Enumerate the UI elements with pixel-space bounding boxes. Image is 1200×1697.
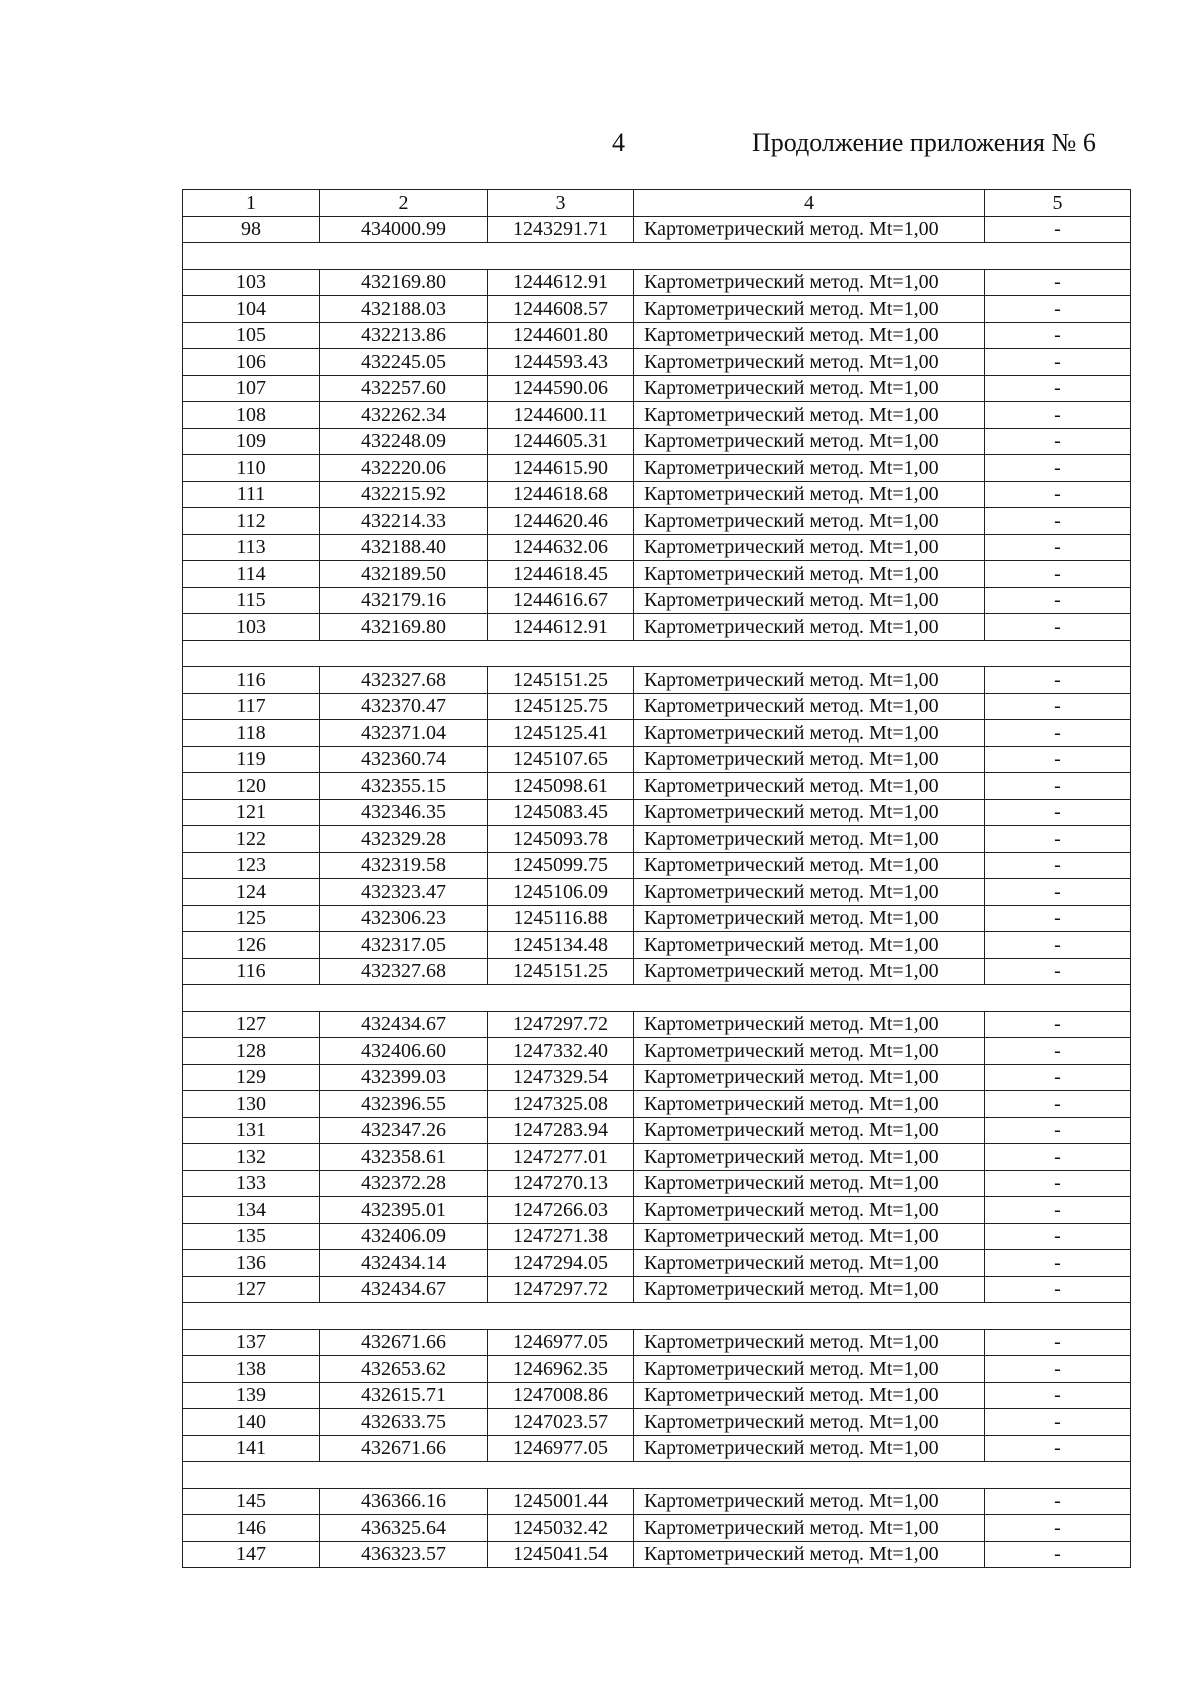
table-body	[183, 216, 1131, 1568]
method-cell: Картометрический метод. Mt=1,00	[634, 905, 985, 932]
y-coordinate-cell: 1243291.71	[488, 216, 634, 243]
point-number-cell: 115	[183, 587, 320, 614]
point-number-cell: 114	[183, 561, 320, 588]
table-row	[183, 1064, 1131, 1091]
column-5-cell: -	[985, 1250, 1131, 1277]
method-cell: Картометрический метод. Mt=1,00	[634, 667, 985, 694]
method-cell: Картометрический метод. Mt=1,00	[634, 1541, 985, 1568]
y-coordinate-cell: 1247332.40	[488, 1038, 634, 1065]
y-coordinate-cell: 1244601.80	[488, 322, 634, 349]
point-number-cell: 111	[183, 481, 320, 508]
method-cell: Картометрический метод. Mt=1,00	[634, 296, 985, 323]
table-row	[183, 799, 1131, 826]
point-number-cell: 110	[183, 455, 320, 482]
method-cell: Картометрический метод. Mt=1,00	[634, 720, 985, 747]
column-5-cell: -	[985, 826, 1131, 853]
header-row	[183, 190, 1131, 217]
method-cell: Картометрический метод. Mt=1,00	[634, 1356, 985, 1383]
column-5-cell: -	[985, 402, 1131, 429]
point-number-cell: 147	[183, 1541, 320, 1568]
point-number-cell: 145	[183, 1488, 320, 1515]
point-number-cell: 104	[183, 296, 320, 323]
table-header	[183, 190, 1131, 217]
x-coordinate-cell: 432371.04	[320, 720, 488, 747]
y-coordinate-cell: 1247329.54	[488, 1064, 634, 1091]
table-row	[183, 534, 1131, 561]
y-coordinate-cell: 1244608.57	[488, 296, 634, 323]
point-number-cell: 103	[183, 269, 320, 296]
column-header: 5	[985, 190, 1131, 217]
point-number-cell: 127	[183, 1011, 320, 1038]
table-row	[183, 905, 1131, 932]
column-5-cell: -	[985, 958, 1131, 985]
y-coordinate-cell: 1245107.65	[488, 746, 634, 773]
column-5-cell: -	[985, 1356, 1131, 1383]
x-coordinate-cell: 432169.80	[320, 614, 488, 641]
point-number-cell: 103	[183, 614, 320, 641]
point-number-cell: 128	[183, 1038, 320, 1065]
point-number-cell: 122	[183, 826, 320, 853]
x-coordinate-cell: 432434.14	[320, 1250, 488, 1277]
table-row	[183, 1117, 1131, 1144]
column-header: 3	[488, 190, 634, 217]
column-5-cell: -	[985, 852, 1131, 879]
table-row	[183, 1488, 1131, 1515]
point-number-cell: 116	[183, 667, 320, 694]
y-coordinate-cell: 1245098.61	[488, 773, 634, 800]
x-coordinate-cell: 432215.92	[320, 481, 488, 508]
x-coordinate-cell: 432370.47	[320, 693, 488, 720]
table-row	[183, 216, 1131, 243]
method-cell: Картометрический метод. Mt=1,00	[634, 693, 985, 720]
column-5-cell: -	[985, 746, 1131, 773]
separator-cell	[183, 985, 1131, 1012]
table-row	[183, 932, 1131, 959]
point-number-cell: 125	[183, 905, 320, 932]
table-row	[183, 269, 1131, 296]
point-number-cell: 118	[183, 720, 320, 747]
table-row	[183, 1409, 1131, 1436]
column-header: 4	[634, 190, 985, 217]
point-number-cell: 135	[183, 1223, 320, 1250]
x-coordinate-cell: 432406.60	[320, 1038, 488, 1065]
method-cell: Картометрический метод. Mt=1,00	[634, 1435, 985, 1462]
method-cell: Картометрический метод. Mt=1,00	[634, 1197, 985, 1224]
point-number-cell: 123	[183, 852, 320, 879]
y-coordinate-cell: 1247008.86	[488, 1382, 634, 1409]
column-5-cell: -	[985, 216, 1131, 243]
table-row	[183, 1223, 1131, 1250]
x-coordinate-cell: 436325.64	[320, 1515, 488, 1542]
separator-cell	[183, 1303, 1131, 1330]
y-coordinate-cell: 1247266.03	[488, 1197, 634, 1224]
x-coordinate-cell: 432245.05	[320, 349, 488, 376]
method-cell: Картометрический метод. Mt=1,00	[634, 932, 985, 959]
column-5-cell: -	[985, 932, 1131, 959]
group-separator-row	[183, 1303, 1131, 1330]
method-cell: Картометрический метод. Mt=1,00	[634, 1223, 985, 1250]
point-number-cell: 113	[183, 534, 320, 561]
point-number-cell: 109	[183, 428, 320, 455]
y-coordinate-cell: 1244590.06	[488, 375, 634, 402]
point-number-cell: 130	[183, 1091, 320, 1118]
y-coordinate-cell: 1245001.44	[488, 1488, 634, 1515]
column-5-cell: -	[985, 1197, 1131, 1224]
column-5-cell: -	[985, 508, 1131, 535]
x-coordinate-cell: 432329.28	[320, 826, 488, 853]
y-coordinate-cell: 1245041.54	[488, 1541, 634, 1568]
method-cell: Картометрический метод. Mt=1,00	[634, 614, 985, 641]
table-row	[183, 1038, 1131, 1065]
method-cell: Картометрический метод. Mt=1,00	[634, 1409, 985, 1436]
column-5-cell: -	[985, 720, 1131, 747]
method-cell: Картометрический метод. Mt=1,00	[634, 481, 985, 508]
column-header: 2	[320, 190, 488, 217]
point-number-cell: 132	[183, 1144, 320, 1171]
table-row	[183, 1541, 1131, 1568]
y-coordinate-cell: 1247283.94	[488, 1117, 634, 1144]
y-coordinate-cell: 1247294.05	[488, 1250, 634, 1277]
x-coordinate-cell: 432396.55	[320, 1091, 488, 1118]
table-row	[183, 826, 1131, 853]
method-cell: Картометрический метод. Mt=1,00	[634, 958, 985, 985]
coordinates-table	[182, 189, 1131, 1568]
y-coordinate-cell: 1247325.08	[488, 1091, 634, 1118]
column-5-cell: -	[985, 587, 1131, 614]
column-5-cell: -	[985, 1170, 1131, 1197]
column-5-cell: -	[985, 1329, 1131, 1356]
table-row	[183, 852, 1131, 879]
point-number-cell: 120	[183, 773, 320, 800]
method-cell: Картометрический метод. Mt=1,00	[634, 1170, 985, 1197]
x-coordinate-cell: 432327.68	[320, 667, 488, 694]
point-number-cell: 108	[183, 402, 320, 429]
table-row	[183, 561, 1131, 588]
table-row	[183, 349, 1131, 376]
y-coordinate-cell: 1244612.91	[488, 269, 634, 296]
point-number-cell: 141	[183, 1435, 320, 1462]
table-row	[183, 428, 1131, 455]
point-number-cell: 121	[183, 799, 320, 826]
x-coordinate-cell: 436323.57	[320, 1541, 488, 1568]
method-cell: Картометрический метод. Mt=1,00	[634, 1091, 985, 1118]
group-separator-row	[183, 640, 1131, 667]
y-coordinate-cell: 1245151.25	[488, 667, 634, 694]
x-coordinate-cell: 432188.03	[320, 296, 488, 323]
x-coordinate-cell: 432395.01	[320, 1197, 488, 1224]
table-row	[183, 1197, 1131, 1224]
method-cell: Картометрический метод. Mt=1,00	[634, 746, 985, 773]
method-cell: Картометрический метод. Mt=1,00	[634, 1011, 985, 1038]
table-row	[183, 402, 1131, 429]
x-coordinate-cell: 436366.16	[320, 1488, 488, 1515]
method-cell: Картометрический метод. Mt=1,00	[634, 826, 985, 853]
x-coordinate-cell: 432434.67	[320, 1276, 488, 1303]
x-coordinate-cell: 432406.09	[320, 1223, 488, 1250]
table-row	[183, 1276, 1131, 1303]
y-coordinate-cell: 1244605.31	[488, 428, 634, 455]
x-coordinate-cell: 432360.74	[320, 746, 488, 773]
separator-cell	[183, 243, 1131, 270]
x-coordinate-cell: 432327.68	[320, 958, 488, 985]
column-5-cell: -	[985, 455, 1131, 482]
method-cell: Картометрический метод. Mt=1,00	[634, 852, 985, 879]
column-5-cell: -	[985, 773, 1131, 800]
x-coordinate-cell: 432399.03	[320, 1064, 488, 1091]
table-row	[183, 322, 1131, 349]
y-coordinate-cell: 1246977.05	[488, 1435, 634, 1462]
y-coordinate-cell: 1246962.35	[488, 1356, 634, 1383]
table-row	[183, 720, 1131, 747]
table-row	[183, 1329, 1131, 1356]
point-number-cell: 134	[183, 1197, 320, 1224]
method-cell: Картометрический метод. Mt=1,00	[634, 455, 985, 482]
method-cell: Картометрический метод. Mt=1,00	[634, 879, 985, 906]
column-5-cell: -	[985, 879, 1131, 906]
point-number-cell: 124	[183, 879, 320, 906]
table-row	[183, 1091, 1131, 1118]
column-5-cell: -	[985, 375, 1131, 402]
point-number-cell: 136	[183, 1250, 320, 1277]
y-coordinate-cell: 1247270.13	[488, 1170, 634, 1197]
y-coordinate-cell: 1244618.45	[488, 561, 634, 588]
x-coordinate-cell: 432317.05	[320, 932, 488, 959]
y-coordinate-cell: 1245116.88	[488, 905, 634, 932]
table-row	[183, 1011, 1131, 1038]
table-row	[183, 958, 1131, 985]
column-header: 1	[183, 190, 320, 217]
column-5-cell: -	[985, 296, 1131, 323]
column-5-cell: -	[985, 1382, 1131, 1409]
column-5-cell: -	[985, 1435, 1131, 1462]
point-number-cell: 127	[183, 1276, 320, 1303]
method-cell: Картометрический метод. Mt=1,00	[634, 402, 985, 429]
x-coordinate-cell: 432214.33	[320, 508, 488, 535]
x-coordinate-cell: 432434.67	[320, 1011, 488, 1038]
column-5-cell: -	[985, 428, 1131, 455]
method-cell: Картометрический метод. Mt=1,00	[634, 1064, 985, 1091]
column-5-cell: -	[985, 1117, 1131, 1144]
method-cell: Картометрический метод. Mt=1,00	[634, 1329, 985, 1356]
column-5-cell: -	[985, 667, 1131, 694]
y-coordinate-cell: 1244593.43	[488, 349, 634, 376]
column-5-cell: -	[985, 614, 1131, 641]
method-cell: Картометрический метод. Mt=1,00	[634, 1250, 985, 1277]
y-coordinate-cell: 1244632.06	[488, 534, 634, 561]
column-5-cell: -	[985, 905, 1131, 932]
method-cell: Картометрический метод. Mt=1,00	[634, 1038, 985, 1065]
y-coordinate-cell: 1245151.25	[488, 958, 634, 985]
y-coordinate-cell: 1247023.57	[488, 1409, 634, 1436]
table-row	[183, 587, 1131, 614]
group-separator-row	[183, 1462, 1131, 1489]
y-coordinate-cell: 1247297.72	[488, 1276, 634, 1303]
table-row	[183, 667, 1131, 694]
table-row	[183, 1435, 1131, 1462]
table-row	[183, 1250, 1131, 1277]
y-coordinate-cell: 1245099.75	[488, 852, 634, 879]
method-cell: Картометрический метод. Mt=1,00	[634, 1276, 985, 1303]
x-coordinate-cell: 432653.62	[320, 1356, 488, 1383]
y-coordinate-cell: 1245093.78	[488, 826, 634, 853]
page-number: 4	[612, 128, 625, 157]
column-5-cell: -	[985, 481, 1131, 508]
method-cell: Картометрический метод. Mt=1,00	[634, 1488, 985, 1515]
table-row	[183, 773, 1131, 800]
column-5-cell: -	[985, 1144, 1131, 1171]
point-number-cell: 140	[183, 1409, 320, 1436]
y-coordinate-cell: 1245134.48	[488, 932, 634, 959]
point-number-cell: 131	[183, 1117, 320, 1144]
x-coordinate-cell: 432346.35	[320, 799, 488, 826]
y-coordinate-cell: 1245125.41	[488, 720, 634, 747]
x-coordinate-cell: 432615.71	[320, 1382, 488, 1409]
x-coordinate-cell: 432220.06	[320, 455, 488, 482]
x-coordinate-cell: 432323.47	[320, 879, 488, 906]
table-row	[183, 375, 1131, 402]
y-coordinate-cell: 1245083.45	[488, 799, 634, 826]
x-coordinate-cell: 432671.66	[320, 1329, 488, 1356]
x-coordinate-cell: 432306.23	[320, 905, 488, 932]
y-coordinate-cell: 1247277.01	[488, 1144, 634, 1171]
column-5-cell: -	[985, 1223, 1131, 1250]
point-number-cell: 98	[183, 216, 320, 243]
group-separator-row	[183, 985, 1131, 1012]
y-coordinate-cell: 1244600.11	[488, 402, 634, 429]
column-5-cell: -	[985, 1276, 1131, 1303]
method-cell: Картометрический метод. Mt=1,00	[634, 799, 985, 826]
method-cell: Картометрический метод. Mt=1,00	[634, 349, 985, 376]
column-5-cell: -	[985, 534, 1131, 561]
y-coordinate-cell: 1244618.68	[488, 481, 634, 508]
page-heading: Продолжение приложения № 6	[752, 128, 1096, 157]
y-coordinate-cell: 1245032.42	[488, 1515, 634, 1542]
point-number-cell: 119	[183, 746, 320, 773]
table-row	[183, 1515, 1131, 1542]
table-row	[183, 455, 1131, 482]
y-coordinate-cell: 1247297.72	[488, 1011, 634, 1038]
method-cell: Картометрический метод. Mt=1,00	[634, 534, 985, 561]
point-number-cell: 107	[183, 375, 320, 402]
method-cell: Картометрический метод. Mt=1,00	[634, 773, 985, 800]
point-number-cell: 133	[183, 1170, 320, 1197]
x-coordinate-cell: 432355.15	[320, 773, 488, 800]
table-row	[183, 508, 1131, 535]
point-number-cell: 129	[183, 1064, 320, 1091]
column-5-cell: -	[985, 561, 1131, 588]
x-coordinate-cell: 432347.26	[320, 1117, 488, 1144]
y-coordinate-cell: 1244620.46	[488, 508, 634, 535]
separator-cell	[183, 1462, 1131, 1489]
column-5-cell: -	[985, 322, 1131, 349]
point-number-cell: 146	[183, 1515, 320, 1542]
method-cell: Картометрический метод. Mt=1,00	[634, 269, 985, 296]
point-number-cell: 105	[183, 322, 320, 349]
y-coordinate-cell: 1244616.67	[488, 587, 634, 614]
column-5-cell: -	[985, 799, 1131, 826]
column-5-cell: -	[985, 1011, 1131, 1038]
point-number-cell: 106	[183, 349, 320, 376]
method-cell: Картометрический метод. Mt=1,00	[634, 375, 985, 402]
x-coordinate-cell: 432633.75	[320, 1409, 488, 1436]
x-coordinate-cell: 432262.34	[320, 402, 488, 429]
table-row	[183, 1144, 1131, 1171]
y-coordinate-cell: 1244612.91	[488, 614, 634, 641]
separator-cell	[183, 640, 1131, 667]
table-row	[183, 1382, 1131, 1409]
point-number-cell: 139	[183, 1382, 320, 1409]
x-coordinate-cell: 432179.16	[320, 587, 488, 614]
table-row	[183, 614, 1131, 641]
column-5-cell: -	[985, 349, 1131, 376]
method-cell: Картометрический метод. Mt=1,00	[634, 1117, 985, 1144]
table-row	[183, 1170, 1131, 1197]
column-5-cell: -	[985, 269, 1131, 296]
column-5-cell: -	[985, 1091, 1131, 1118]
point-number-cell: 137	[183, 1329, 320, 1356]
x-coordinate-cell: 432169.80	[320, 269, 488, 296]
method-cell: Картометрический метод. Mt=1,00	[634, 428, 985, 455]
point-number-cell: 138	[183, 1356, 320, 1383]
y-coordinate-cell: 1245125.75	[488, 693, 634, 720]
x-coordinate-cell: 432248.09	[320, 428, 488, 455]
method-cell: Картометрический метод. Mt=1,00	[634, 216, 985, 243]
method-cell: Картометрический метод. Mt=1,00	[634, 587, 985, 614]
table-row	[183, 693, 1131, 720]
point-number-cell: 126	[183, 932, 320, 959]
table-row	[183, 746, 1131, 773]
x-coordinate-cell: 434000.99	[320, 216, 488, 243]
method-cell: Картометрический метод. Mt=1,00	[634, 1515, 985, 1542]
point-number-cell: 116	[183, 958, 320, 985]
point-number-cell: 117	[183, 693, 320, 720]
table-row	[183, 879, 1131, 906]
column-5-cell: -	[985, 1038, 1131, 1065]
x-coordinate-cell: 432671.66	[320, 1435, 488, 1462]
column-5-cell: -	[985, 693, 1131, 720]
x-coordinate-cell: 432358.61	[320, 1144, 488, 1171]
x-coordinate-cell: 432319.58	[320, 852, 488, 879]
column-5-cell: -	[985, 1541, 1131, 1568]
group-separator-row	[183, 243, 1131, 270]
table-row	[183, 296, 1131, 323]
method-cell: Картометрический метод. Mt=1,00	[634, 508, 985, 535]
table-row	[183, 481, 1131, 508]
y-coordinate-cell: 1246977.05	[488, 1329, 634, 1356]
table-row	[183, 1356, 1131, 1383]
column-5-cell: -	[985, 1515, 1131, 1542]
y-coordinate-cell: 1244615.90	[488, 455, 634, 482]
column-5-cell: -	[985, 1409, 1131, 1436]
method-cell: Картометрический метод. Mt=1,00	[634, 322, 985, 349]
x-coordinate-cell: 432188.40	[320, 534, 488, 561]
column-5-cell: -	[985, 1064, 1131, 1091]
method-cell: Картометрический метод. Mt=1,00	[634, 1382, 985, 1409]
x-coordinate-cell: 432372.28	[320, 1170, 488, 1197]
x-coordinate-cell: 432257.60	[320, 375, 488, 402]
x-coordinate-cell: 432213.86	[320, 322, 488, 349]
method-cell: Картометрический метод. Mt=1,00	[634, 1144, 985, 1171]
y-coordinate-cell: 1245106.09	[488, 879, 634, 906]
point-number-cell: 112	[183, 508, 320, 535]
y-coordinate-cell: 1247271.38	[488, 1223, 634, 1250]
column-5-cell: -	[985, 1488, 1131, 1515]
method-cell: Картометрический метод. Mt=1,00	[634, 561, 985, 588]
x-coordinate-cell: 432189.50	[320, 561, 488, 588]
